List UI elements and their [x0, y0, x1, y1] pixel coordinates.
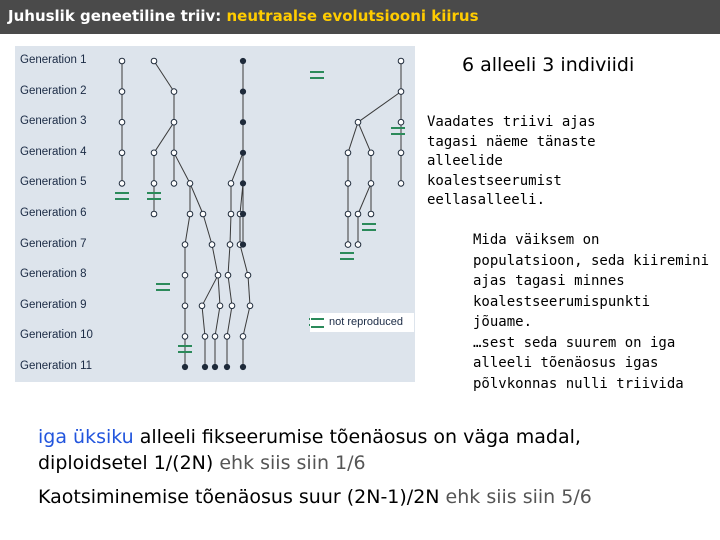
paragraph-2-line: põlvkonnas nulli triivida [473, 375, 684, 392]
statement-1-rest: alleeli fikseerumise tõenäosus on väga madal, [133, 426, 581, 448]
allele-node [224, 364, 229, 369]
paragraph-2-line: alleeli tõenäosus igas [473, 355, 659, 371]
generation-label: Generation 7 [20, 237, 87, 250]
allele-node [398, 89, 404, 95]
lineage-edge [185, 214, 190, 245]
allele-node [151, 58, 157, 64]
allele-node [224, 334, 230, 340]
allele-node [187, 181, 193, 187]
lineage-edge [243, 306, 250, 337]
allele-node [171, 89, 177, 95]
allele-node [240, 150, 245, 155]
allele-node [199, 303, 205, 309]
lineage-edge [202, 275, 218, 306]
statement-line-3 [38, 484, 592, 510]
allele-node [151, 181, 157, 187]
allele-node [345, 150, 351, 156]
allele-node [345, 211, 351, 217]
lineage-edge [231, 153, 243, 184]
allele-node [119, 89, 125, 95]
lineage-edge [154, 122, 174, 153]
allele-node [245, 272, 251, 278]
allele-node [215, 272, 221, 278]
paragraph-1-line: koalestseerumist [427, 172, 562, 189]
lineage-edge [358, 122, 371, 153]
paragraph-2-line: populatsioon, seda kiiremini [473, 252, 710, 269]
statement-line-2 [38, 450, 366, 476]
legend-terminator-mark [311, 318, 324, 328]
generation-label: Generation 10 [20, 329, 93, 342]
allele-node [119, 181, 125, 187]
lineage-edge [228, 245, 230, 276]
allele-node [151, 211, 157, 217]
paragraph-2-line: koalestseerumispunkti [473, 293, 651, 310]
generation-label: Generation 5 [20, 176, 87, 189]
legend-label: not reproduced [329, 316, 403, 328]
lineage-edge [203, 214, 212, 245]
allele-node [119, 150, 125, 156]
lineage-edge [154, 61, 174, 92]
paragraph-2 [473, 230, 709, 394]
allele-node [212, 334, 218, 340]
statement-1-highlight: iga üksiku [38, 426, 134, 448]
allele-node [345, 181, 351, 187]
paragraph-1-line: alleelide [427, 153, 503, 169]
lineage-edge [228, 275, 232, 306]
allele-node [225, 272, 231, 278]
allele-node [202, 334, 208, 340]
generation-label: Generation 8 [20, 268, 87, 281]
allele-node [240, 181, 245, 186]
allele-node [227, 242, 233, 248]
lineage-edge [215, 306, 220, 337]
allele-node [182, 242, 188, 248]
generation-label: Generation 4 [20, 145, 87, 158]
allele-node [345, 242, 351, 248]
lineage-edge [227, 306, 232, 337]
generation-label: Generation 9 [20, 298, 87, 311]
allele-node [228, 211, 234, 217]
allele-node [209, 242, 215, 248]
title-highlight: neutraalse evolutsiooni kiirus [226, 7, 479, 25]
allele-node [240, 364, 245, 369]
statement-3-main: Kaotsiminemise tõenäosus suur (2N-1)/2N [38, 486, 440, 508]
generation-label: Generation 11 [20, 360, 93, 372]
allele-node [355, 211, 361, 217]
allele-node [355, 242, 361, 248]
allele-node [398, 150, 404, 156]
allele-node [240, 89, 245, 94]
allele-node [240, 211, 245, 216]
lineage-edge [190, 183, 203, 214]
lineage-edge [230, 214, 231, 245]
statement-2-main: diploidsetel 1/(2N) [38, 452, 214, 474]
statement-line-1 [38, 424, 581, 450]
lineage-edge [348, 122, 358, 153]
lineage-edge [240, 245, 248, 276]
allele-node [119, 58, 125, 64]
paragraph-1 [427, 113, 596, 211]
allele-node [182, 303, 188, 309]
paragraph-2-line: jõuame. [473, 314, 533, 330]
allele-node [355, 119, 361, 125]
allele-node [228, 181, 234, 187]
lineage-edge [218, 275, 220, 306]
allele-node [182, 334, 188, 340]
allele-node [368, 211, 374, 217]
allele-node [171, 181, 177, 187]
allele-node [171, 150, 177, 156]
subtitle: 6 alleeli 3 indiviidi [462, 54, 635, 76]
allele-node [368, 150, 374, 156]
allele-node [171, 119, 177, 125]
generation-label: Generation 6 [20, 207, 87, 219]
allele-node [368, 181, 374, 187]
lineage-edge [202, 306, 205, 337]
allele-node [398, 119, 404, 125]
allele-node [398, 181, 404, 187]
statement-2-note: ehk siis siin 1/6 [213, 452, 366, 474]
allele-node [229, 303, 235, 309]
statement-3-note: ehk siis siin 5/6 [439, 486, 592, 508]
allele-node [398, 58, 404, 64]
paragraph-2-line: …sest seda suurem on iga [473, 334, 676, 351]
lineage-edge [174, 153, 190, 184]
allele-node [247, 303, 253, 309]
paragraph-2-line: ajas tagasi minnes [473, 273, 625, 289]
allele-node [182, 364, 187, 369]
generation-label: Generation 3 [20, 115, 87, 128]
paragraph-1-line: tagasi näeme tänaste [427, 133, 596, 150]
allele-node [200, 211, 206, 217]
allele-node [240, 58, 245, 63]
paragraph-2-line: Mida väiksem on [473, 232, 600, 248]
allele-node [119, 119, 125, 125]
generation-label: Generation 2 [20, 84, 87, 97]
allele-node [240, 120, 245, 125]
allele-node [187, 211, 193, 217]
lineage-edge [212, 245, 218, 276]
generation-label: Generation 1 [20, 54, 87, 66]
allele-node [240, 242, 245, 247]
allele-node [212, 364, 217, 369]
allele-node [182, 272, 188, 278]
title-prefix: Juhuslik geneetiline triiv: [8, 7, 227, 25]
lineage-edge [358, 92, 401, 123]
paragraph-1-line: eellasalleeli. [427, 192, 546, 208]
allele-node [151, 150, 157, 156]
lineage-edge [248, 275, 250, 306]
allele-node [217, 303, 223, 309]
lineage-edge [358, 183, 371, 214]
allele-node [202, 364, 207, 369]
paragraph-1-line: Vaadates triivi ajas [427, 114, 596, 130]
allele-node [240, 334, 246, 340]
